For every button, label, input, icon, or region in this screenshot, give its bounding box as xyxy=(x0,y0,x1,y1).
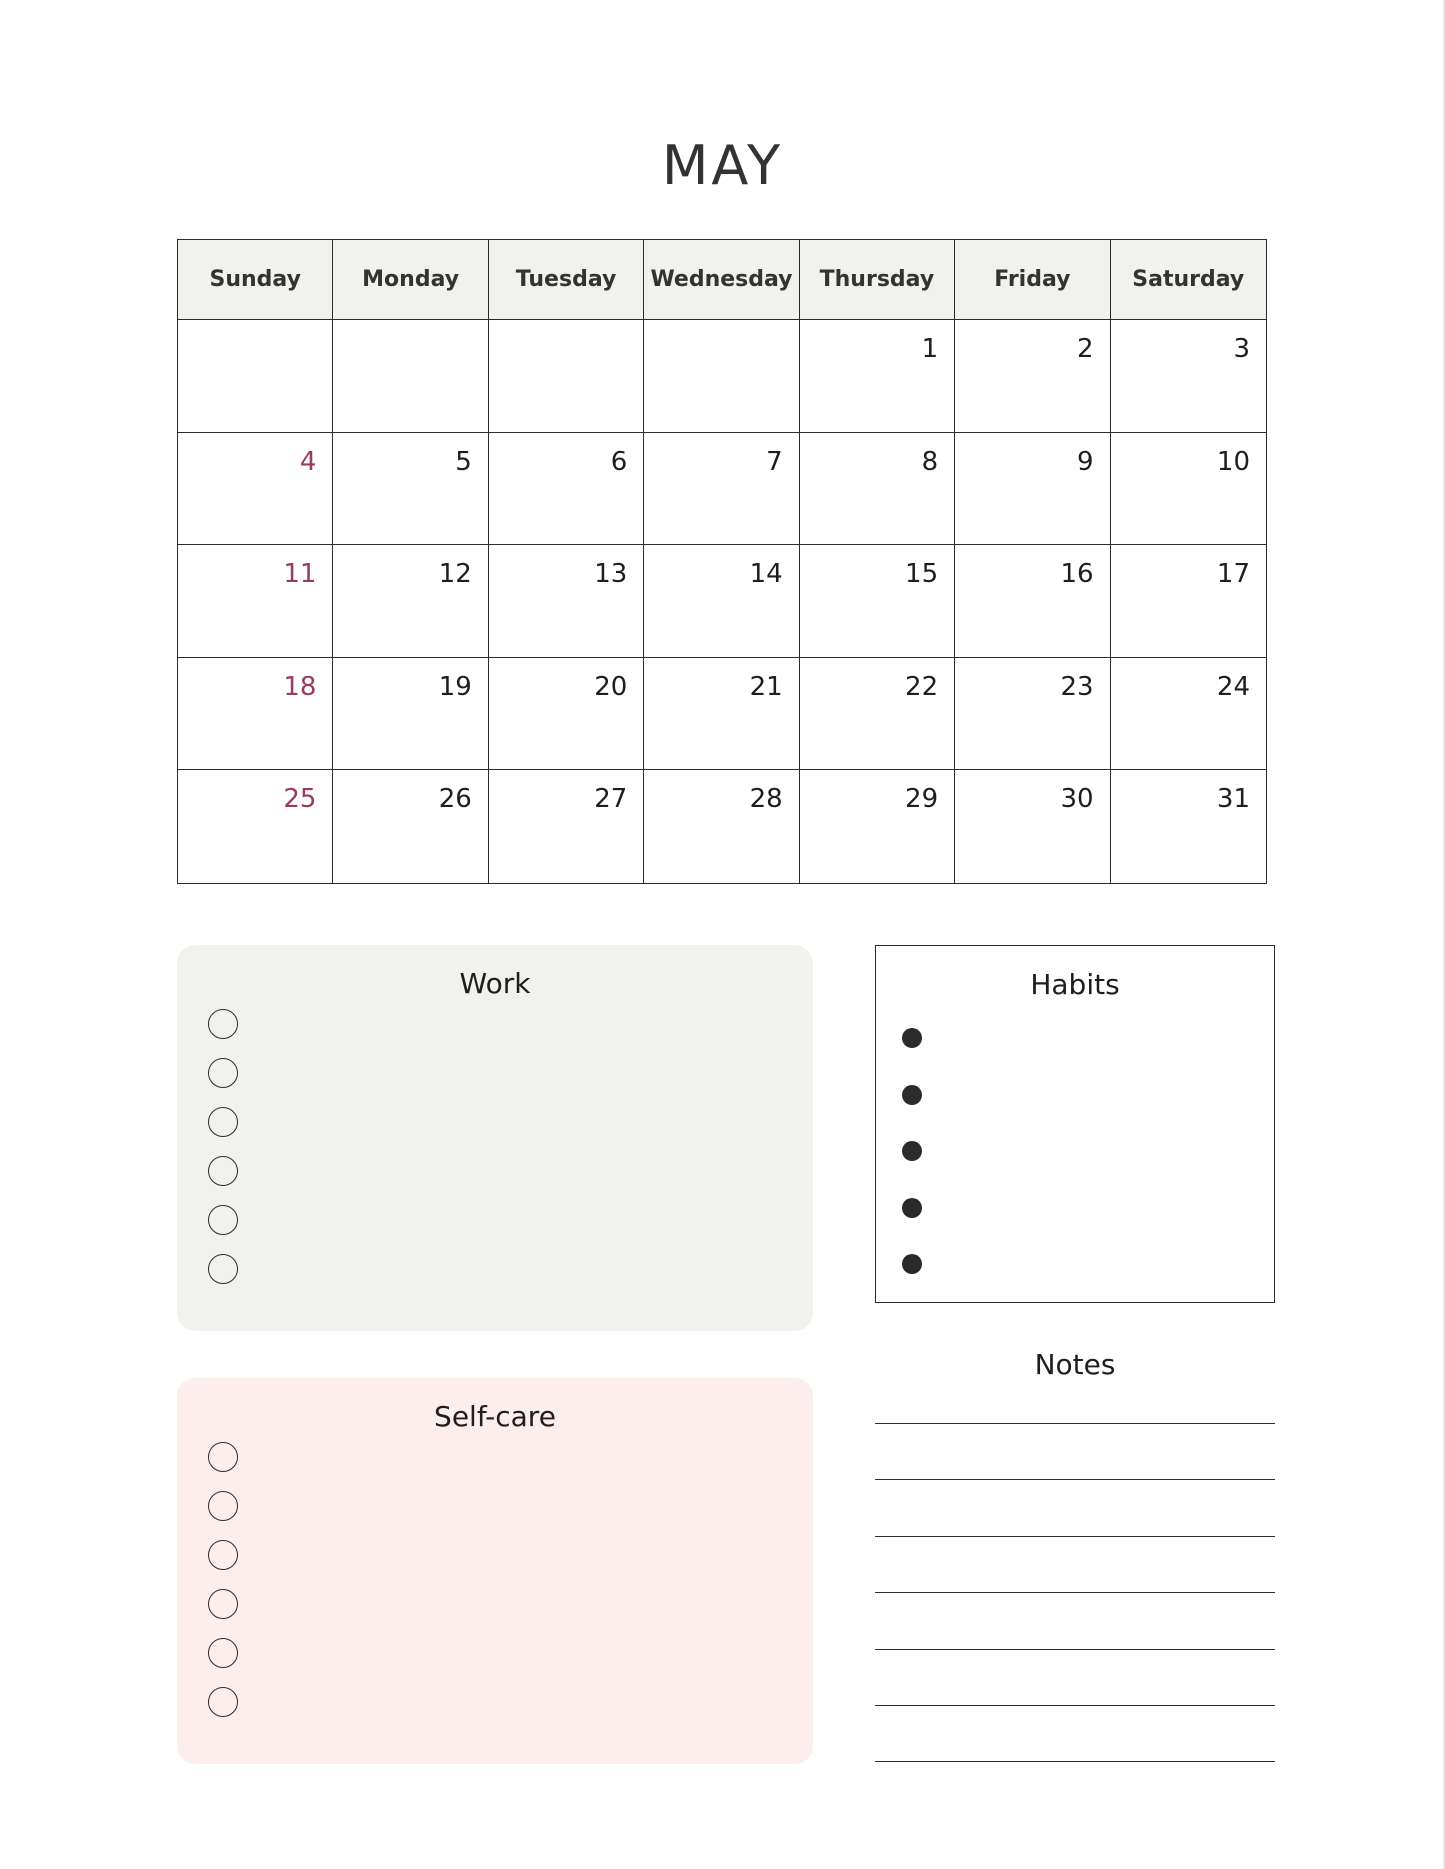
day-number: 15 xyxy=(905,559,939,590)
habit-bullet-icon xyxy=(902,1028,922,1048)
day-cell[interactable] xyxy=(800,433,955,546)
day-cell[interactable] xyxy=(489,433,644,546)
weekday-header-wednesday: Wednesday xyxy=(644,240,799,320)
weekday-header-friday: Friday xyxy=(955,240,1110,320)
day-cell[interactable] xyxy=(644,658,799,771)
selfcare-checkbox[interactable] xyxy=(208,1638,238,1668)
day-cell[interactable] xyxy=(955,320,1110,433)
selfcare-checkbox[interactable] xyxy=(208,1491,238,1521)
notes-line[interactable] xyxy=(875,1761,1275,1762)
day-cell[interactable] xyxy=(1111,770,1266,883)
day-number: 28 xyxy=(749,784,783,815)
day-number: 19 xyxy=(438,671,472,702)
day-cell[interactable] xyxy=(489,770,644,883)
day-number: 30 xyxy=(1060,784,1094,815)
notes-line[interactable] xyxy=(875,1705,1275,1706)
day-number: 6 xyxy=(610,446,628,477)
selfcare-checkbox[interactable] xyxy=(208,1589,238,1619)
day-cell[interactable] xyxy=(178,433,333,546)
day-cell[interactable] xyxy=(1111,433,1266,546)
work-checkbox[interactable] xyxy=(208,1156,238,1186)
day-number: 14 xyxy=(749,559,783,590)
notes-title: Notes xyxy=(1034,1348,1116,1381)
day-cell[interactable] xyxy=(644,770,799,883)
day-number: 20 xyxy=(594,671,628,702)
day-cell[interactable] xyxy=(644,545,799,658)
day-cell[interactable] xyxy=(333,658,488,771)
day-cell[interactable] xyxy=(955,433,1110,546)
day-cell[interactable] xyxy=(1111,545,1266,658)
weekday-header-monday: Monday xyxy=(333,240,488,320)
habit-bullet-icon xyxy=(902,1085,922,1105)
day-cell[interactable] xyxy=(800,658,955,771)
habits-box xyxy=(875,945,1275,1303)
work-box xyxy=(177,945,813,1331)
notes-line[interactable] xyxy=(875,1536,1275,1537)
day-number: 8 xyxy=(921,446,939,477)
day-number: 4 xyxy=(299,446,317,477)
day-cell[interactable] xyxy=(333,433,488,546)
day-number: 26 xyxy=(438,784,472,815)
day-cell[interactable] xyxy=(178,320,333,433)
day-cell[interactable] xyxy=(489,658,644,771)
day-number: 11 xyxy=(283,559,317,590)
work-checkbox[interactable] xyxy=(208,1205,238,1235)
day-cell[interactable] xyxy=(955,770,1110,883)
day-cell[interactable] xyxy=(1111,320,1266,433)
day-cell[interactable] xyxy=(333,770,488,883)
day-number: 1 xyxy=(921,334,939,364)
habits-list xyxy=(902,1028,922,1311)
selfcare-checklist xyxy=(208,1442,238,1736)
notes-line[interactable] xyxy=(875,1423,1275,1424)
day-number: 22 xyxy=(905,671,939,702)
day-number: 5 xyxy=(455,446,472,477)
day-number: 16 xyxy=(1060,559,1094,590)
weekday-header-sunday: Sunday xyxy=(178,240,333,320)
work-title: Work xyxy=(459,967,531,1000)
weekday-header-saturday: Saturday xyxy=(1111,240,1266,320)
selfcare-checkbox[interactable] xyxy=(208,1540,238,1570)
habits-title: Habits xyxy=(1030,968,1120,1001)
work-checkbox[interactable] xyxy=(208,1009,238,1039)
day-cell[interactable] xyxy=(333,545,488,658)
habit-bullet-icon xyxy=(902,1198,922,1218)
calendar-grid xyxy=(177,239,1267,884)
day-number: 2 xyxy=(1077,334,1094,364)
weekday-header-thursday: Thursday xyxy=(800,240,955,320)
month-title: MAY xyxy=(661,134,784,197)
selfcare-checkbox[interactable] xyxy=(208,1687,238,1717)
selfcare-box xyxy=(177,1378,813,1764)
work-checklist xyxy=(208,1009,238,1303)
day-cell[interactable] xyxy=(955,658,1110,771)
notes-line[interactable] xyxy=(875,1649,1275,1650)
day-cell[interactable] xyxy=(333,320,488,433)
day-number: 23 xyxy=(1060,671,1094,702)
day-number: 12 xyxy=(438,559,472,590)
day-cell[interactable] xyxy=(644,433,799,546)
day-number: 17 xyxy=(1216,559,1250,590)
day-cell[interactable] xyxy=(800,320,955,433)
day-number: 24 xyxy=(1216,671,1250,702)
day-number: 18 xyxy=(283,671,317,702)
day-cell[interactable] xyxy=(489,545,644,658)
day-cell[interactable] xyxy=(800,545,955,658)
day-cell[interactable] xyxy=(178,658,333,771)
selfcare-title: Self-care xyxy=(434,1400,556,1433)
day-number: 7 xyxy=(766,446,783,477)
habit-bullet-icon xyxy=(902,1141,922,1161)
day-cell[interactable] xyxy=(800,770,955,883)
day-cell[interactable] xyxy=(1111,658,1266,771)
day-number: 21 xyxy=(749,671,783,702)
day-cell[interactable] xyxy=(178,770,333,883)
selfcare-checkbox[interactable] xyxy=(208,1442,238,1472)
day-number: 10 xyxy=(1216,446,1250,477)
notes-line[interactable] xyxy=(875,1479,1275,1480)
notes-line[interactable] xyxy=(875,1592,1275,1593)
weekday-header-tuesday: Tuesday xyxy=(489,240,644,320)
work-checkbox[interactable] xyxy=(208,1058,238,1088)
habit-bullet-icon xyxy=(902,1254,922,1274)
day-number: 27 xyxy=(594,784,628,815)
day-cell[interactable] xyxy=(955,545,1110,658)
day-number: 31 xyxy=(1216,784,1250,815)
work-checkbox[interactable] xyxy=(208,1254,238,1284)
day-number: 29 xyxy=(905,784,939,815)
day-number: 25 xyxy=(283,784,317,815)
day-number: 9 xyxy=(1077,446,1094,477)
day-cell[interactable] xyxy=(489,320,644,433)
day-number: 13 xyxy=(594,559,628,590)
work-checkbox[interactable] xyxy=(208,1107,238,1137)
day-cell[interactable] xyxy=(644,320,799,433)
day-cell[interactable] xyxy=(178,545,333,658)
day-number: 3 xyxy=(1233,334,1250,364)
